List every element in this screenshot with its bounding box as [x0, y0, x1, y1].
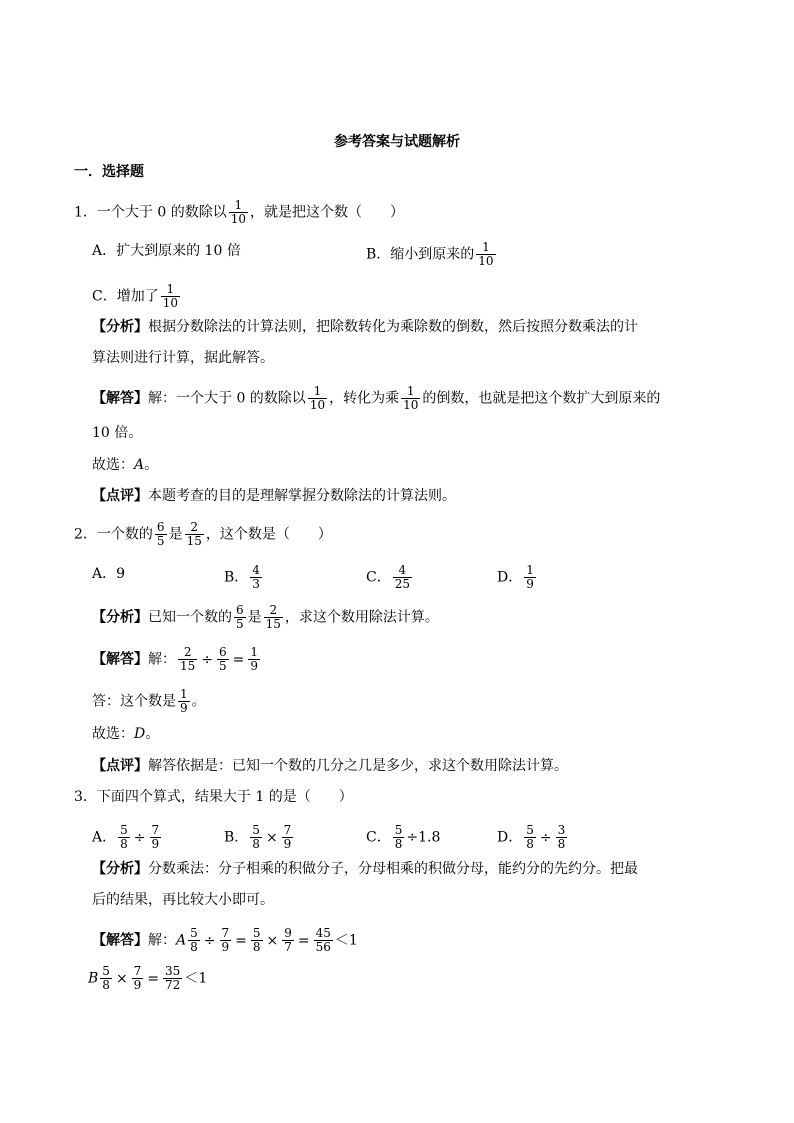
fraction-denominator: 9 — [180, 701, 188, 715]
fraction — [250, 564, 262, 591]
math-operator: × — [265, 829, 278, 846]
text-span: 的倒数，也就是把这个数扩大到原来的 — [422, 390, 661, 407]
math-operator: = — [235, 932, 247, 949]
q1-comment — [92, 486, 456, 506]
fraction — [314, 927, 333, 954]
fraction-denominator: 5 — [236, 617, 244, 631]
section-tag: 【解答】 — [92, 932, 148, 949]
fraction-numerator: 5 — [394, 823, 403, 837]
fraction — [178, 646, 197, 673]
text-span: B． — [224, 569, 249, 586]
q3-analysis-line-1 — [92, 859, 638, 879]
fraction-denominator: 8 — [252, 837, 260, 851]
q3-option-a — [92, 824, 163, 851]
q1-stem — [74, 199, 404, 226]
math-operator: × — [266, 932, 279, 949]
fraction-denominator: 10 — [478, 254, 494, 268]
text-span: B． — [224, 829, 249, 846]
text-span: 一个数的 — [96, 526, 153, 543]
q3-stem — [74, 787, 353, 807]
fraction-numerator: 6 — [219, 645, 227, 659]
q3-solution-a — [92, 927, 358, 954]
fraction — [220, 927, 232, 954]
q1-option-c-fraction — [161, 283, 180, 310]
text-span: C． — [366, 829, 391, 846]
fraction-numerator: 1 — [526, 563, 534, 577]
fraction — [264, 604, 283, 631]
math-operator: ÷ — [539, 829, 552, 846]
q1-solution-fraction-1 — [308, 385, 327, 412]
fraction-denominator: 8 — [120, 837, 128, 851]
text-span: 。 — [145, 726, 160, 742]
text-span: 故选： — [92, 726, 134, 742]
fraction — [251, 927, 263, 954]
fraction-numerator: 1 — [313, 384, 322, 398]
fraction-denominator: 7 — [284, 940, 292, 954]
q3-option-d — [497, 824, 569, 851]
text-span: 是 — [247, 609, 262, 626]
fraction-numerator: 7 — [283, 823, 292, 837]
fraction-numerator: 35 — [165, 964, 181, 978]
text-span: 是 — [168, 526, 183, 543]
fraction — [217, 646, 229, 673]
section-tag: 【点评】 — [92, 758, 148, 774]
fraction-numerator: 45 — [315, 926, 331, 940]
fraction — [524, 564, 536, 591]
fraction-numerator: 5 — [120, 823, 128, 837]
text-span: ，这个数是（ ） — [205, 526, 332, 543]
fraction-denominator: 8 — [526, 837, 534, 851]
q2-analysis — [92, 604, 439, 631]
q1-fraction — [229, 199, 248, 226]
text-span: C． — [366, 569, 391, 586]
text-span: ，转化为乘 — [329, 390, 400, 407]
fraction-numerator: 1 — [234, 198, 243, 212]
fraction — [282, 824, 294, 851]
text-span: A — [134, 457, 145, 473]
fraction-numerator: 1 — [482, 240, 490, 254]
q3-analysis-line-2: 后的结果，再比较大小即可。 — [92, 892, 274, 908]
fraction-numerator: 5 — [526, 823, 534, 837]
text-span: ÷1.8 — [406, 829, 441, 846]
fraction-numerator: 1 — [180, 687, 188, 701]
fraction-denominator: 25 — [394, 577, 410, 591]
text-span: 解答依据是：已知一个数的几分之几是多少，求这个数用除法计算。 — [148, 758, 568, 774]
q1-text-b: ，就是把这个数（ ） — [250, 204, 405, 221]
math-operator: = — [297, 932, 310, 949]
fraction-numerator: 2 — [190, 520, 199, 534]
math-operator: × — [115, 970, 128, 987]
fraction-denominator: 9 — [133, 978, 142, 992]
fraction-numerator: 5 — [102, 964, 110, 978]
q1-option-b — [366, 241, 498, 268]
fraction-numerator: 7 — [151, 823, 160, 837]
section-tag: 【分析】 — [92, 861, 148, 877]
fraction-numerator: 5 — [190, 926, 198, 940]
q2-comment — [92, 756, 568, 776]
math-operator: ÷ — [133, 829, 146, 846]
text-span: 解：一个大于 0 的数除以 — [148, 390, 306, 407]
fraction — [163, 965, 182, 992]
fraction-numerator: 6 — [156, 520, 165, 534]
fraction-denominator: 56 — [315, 940, 331, 954]
section-tag: 【分析】 — [92, 609, 148, 626]
fraction-denominator: 8 — [102, 978, 110, 992]
fraction-numerator: 5 — [252, 926, 261, 940]
q2-solution — [92, 646, 262, 673]
fraction-numerator: 7 — [133, 964, 142, 978]
q2-option-b — [224, 564, 264, 591]
fraction — [178, 688, 190, 715]
fraction-numerator: 3 — [557, 823, 566, 837]
fraction-denominator: 8 — [252, 940, 261, 954]
fraction — [100, 965, 112, 992]
fraction-denominator: 15 — [265, 617, 281, 631]
text-span: 答：这个数是 — [92, 693, 176, 710]
fraction-denominator: 9 — [526, 577, 534, 591]
fraction-denominator: 9 — [221, 940, 230, 954]
fraction — [282, 927, 294, 954]
fraction-denominator: 3 — [252, 577, 260, 591]
fraction-numerator: 1 — [406, 384, 415, 398]
text-span: A． — [92, 829, 117, 846]
fraction — [150, 824, 162, 851]
q1-option-b-fraction — [476, 241, 495, 268]
fraction-numerator: 1 — [166, 282, 175, 296]
text-span: 本题考查的目的是理解掌握分数除法的计算法则。 — [148, 488, 456, 504]
math-operator: ÷ — [203, 932, 216, 949]
text-span: 3． — [74, 789, 97, 805]
fraction-denominator: 10 — [230, 212, 247, 226]
fraction — [250, 824, 262, 851]
text-span: D． — [497, 569, 523, 586]
fraction-denominator: 9 — [283, 837, 292, 851]
fraction-denominator: 9 — [250, 659, 259, 673]
analysis-tag: 【分析】 — [92, 319, 148, 335]
text-span: C．增加了 — [92, 288, 159, 305]
comment-tag: 【点评】 — [92, 488, 148, 504]
fraction-denominator: 5 — [156, 534, 165, 548]
fraction-numerator: 7 — [221, 926, 230, 940]
text-span: D — [134, 726, 146, 742]
fraction-denominator: 8 — [394, 837, 403, 851]
fraction — [556, 824, 568, 851]
math-operator: = — [232, 651, 245, 668]
q2-answer — [92, 688, 206, 715]
q2-option-a: A．9 — [92, 566, 126, 582]
text-span: B — [88, 970, 99, 987]
section-tag: 【解答】 — [92, 651, 148, 668]
math-operator: ÷ — [201, 651, 214, 668]
text-span: A — [176, 932, 187, 949]
fraction-numerator: 4 — [252, 563, 260, 577]
fraction — [524, 824, 536, 851]
q3-option-b — [224, 824, 295, 851]
fraction-denominator: 10 — [403, 398, 419, 412]
fraction-numerator: 6 — [236, 603, 244, 617]
fraction — [393, 564, 412, 591]
fraction-numerator: 2 — [269, 603, 278, 617]
text-span: 。 — [191, 693, 206, 710]
section-heading: 一．选择题 — [74, 164, 144, 180]
fraction-denominator: 8 — [557, 837, 566, 851]
fraction — [132, 965, 144, 992]
q1-number: 1． — [74, 204, 97, 221]
math-operator: = — [147, 970, 160, 987]
fraction — [188, 927, 200, 954]
text-span: 已知一个数的 — [148, 609, 232, 626]
q2-choice — [92, 724, 159, 744]
q3-option-c — [366, 824, 440, 851]
fraction-denominator: 15 — [186, 534, 202, 548]
fraction-denominator: 5 — [219, 659, 227, 673]
q2-stem — [74, 521, 332, 548]
q3-solution-b — [88, 965, 207, 992]
q2-option-d — [497, 564, 538, 591]
fraction-numerator: 1 — [250, 645, 259, 659]
text-span: ＜1 — [334, 932, 358, 949]
text-span: ，求这个数用除法计算。 — [284, 609, 439, 626]
page-title: 参考答案与试题解析 — [334, 134, 460, 150]
text-span: 分数乘法：分子相乘的积做分子，分母相乘的积做分母，能约分的先约分。把最 — [148, 861, 638, 877]
text-span: 解： — [148, 932, 176, 949]
q1-analysis-line-1 — [92, 317, 638, 337]
text-span: ＜1 — [184, 970, 208, 987]
q1-option-c — [92, 283, 182, 310]
text-span: 下面四个算式，结果大于 1 的是（ ） — [96, 789, 353, 805]
q1-analysis-line-2: 算法则进行计算，据此解答。 — [92, 350, 274, 366]
q1-solution-fraction-2 — [401, 385, 420, 412]
fraction-numerator: 5 — [252, 823, 260, 837]
text-span: 故选： — [92, 457, 134, 473]
fraction — [393, 824, 405, 851]
q2-option-c — [366, 564, 414, 591]
q1-text-a: 一个大于 0 的数除以 — [96, 204, 227, 221]
q1-solution-line-1 — [92, 385, 660, 412]
q1-option-a: A．扩大到原来的 10 倍 — [92, 243, 241, 259]
fraction-denominator: 72 — [165, 978, 181, 992]
fraction-numerator: 4 — [398, 563, 407, 577]
text-span: 2． — [74, 526, 97, 543]
fraction-denominator: 9 — [151, 837, 160, 851]
text-span: D． — [497, 829, 523, 846]
text-span: 根据分数除法的计算法则，把除数转化为乘除数的倒数，然后按照分数乘法的计 — [148, 319, 638, 335]
fraction-numerator: 9 — [284, 926, 292, 940]
q2-fraction-1 — [155, 521, 167, 548]
q2-fraction-2 — [185, 521, 204, 548]
fraction — [248, 646, 260, 673]
fraction-denominator: 8 — [190, 940, 198, 954]
text-span: 。 — [144, 457, 159, 473]
q1-solution-line-2: 10 倍。 — [92, 425, 143, 441]
fraction-denominator: 15 — [180, 659, 196, 673]
fraction-denominator: 10 — [309, 398, 326, 412]
fraction-numerator: 2 — [183, 645, 192, 659]
solution-tag: 【解答】 — [92, 390, 148, 407]
fraction — [234, 604, 246, 631]
fraction — [118, 824, 130, 851]
q1-choice — [92, 455, 158, 475]
text-span: 解： — [148, 651, 176, 668]
text-span: B．缩小到原来的 — [366, 246, 475, 263]
fraction-denominator: 10 — [162, 296, 178, 310]
